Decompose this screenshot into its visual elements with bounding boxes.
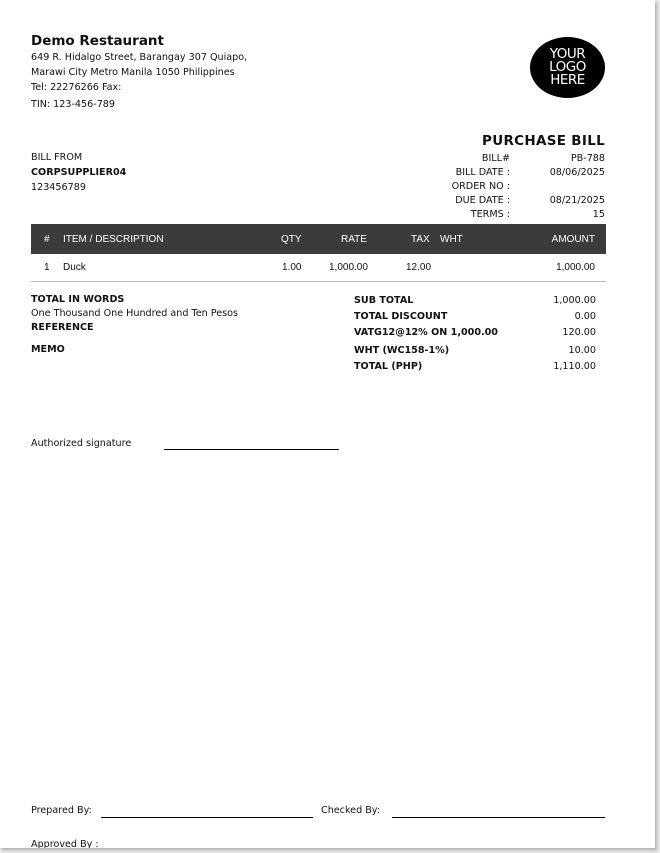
- authorized-signature-label: Authorized signature: [31, 438, 132, 449]
- supplier-name: CORPSUPPLIER04: [31, 167, 127, 178]
- approved-by-label: Approved By :: [31, 839, 99, 848]
- wht-value: 10.00: [568, 345, 596, 356]
- due-date-value: 08/21/2025: [549, 195, 605, 206]
- memo-label: MEMO: [31, 344, 65, 355]
- col-header-item: ITEM / DESCRIPTION: [63, 234, 164, 245]
- logo-line3: HERE: [550, 72, 585, 88]
- col-header-number: #: [44, 234, 50, 245]
- col-header-wht: WHT: [440, 234, 463, 245]
- checked-by-label: Checked By:: [321, 805, 381, 816]
- row-qty: 1.00: [282, 262, 302, 273]
- prepared-by-label: Prepared By:: [31, 805, 92, 816]
- row-amount: 1,000.00: [556, 262, 595, 273]
- bill-date-value: 08/06/2025: [549, 167, 605, 178]
- total-discount-label: TOTAL DISCOUNT: [354, 311, 448, 322]
- wht-label: WHT (WC158-1%): [354, 345, 450, 356]
- items-table-header: [31, 224, 606, 254]
- logo-line1: YOUR: [549, 46, 586, 62]
- terms-label: TERMS :: [470, 209, 510, 220]
- checked-by-line: [392, 817, 605, 818]
- col-header-rate: RATE: [341, 234, 367, 245]
- bill-no-value: PB-788: [570, 153, 605, 164]
- company-tin: TIN: 123-456-789: [31, 99, 116, 110]
- logo-line2: LOGO: [549, 59, 586, 75]
- supplier-code: 123456789: [31, 182, 86, 193]
- grand-total-label: TOTAL (PHP): [354, 361, 423, 372]
- col-header-tax: TAX: [411, 234, 430, 245]
- due-date-label: DUE DATE :: [455, 195, 510, 206]
- row-number: 1: [44, 262, 50, 273]
- bill-date-label: BILL DATE :: [455, 167, 510, 178]
- grand-total-value: 1,110.00: [553, 361, 596, 372]
- col-header-qty: QTY: [281, 234, 302, 245]
- reference-label: REFERENCE: [31, 322, 94, 333]
- col-header-amount: AMOUNT: [551, 234, 595, 245]
- row-rate: 1,000.00: [329, 262, 368, 273]
- vat-value: 120.00: [562, 327, 596, 338]
- company-tel: Tel: 22276266 Fax:: [31, 82, 122, 93]
- bill-no-label: BILL#: [481, 153, 510, 164]
- table-row: [31, 255, 606, 282]
- vat-label: VATG12@12% ON 1,000.00: [354, 327, 498, 338]
- subtotal-label: SUB TOTAL: [354, 295, 414, 306]
- total-in-words-label: TOTAL IN WORDS: [31, 294, 125, 305]
- bill-from-label: BILL FROM: [31, 152, 83, 163]
- terms-value: 15: [592, 209, 605, 220]
- authorized-signature-line: [164, 449, 339, 450]
- company-address-line1: 649 R. Hidalgo Street, Barangay 307 Quiapo,: [31, 52, 248, 63]
- company-address-line2: Marawi City Metro Manila 1050 Philippines: [31, 67, 235, 78]
- order-no-label: ORDER NO :: [451, 181, 510, 192]
- prepared-by-line: [101, 817, 313, 818]
- row-item: Duck: [63, 262, 86, 273]
- document-title: PURCHASE BILL: [482, 133, 605, 149]
- row-tax: 12.00: [406, 262, 432, 273]
- company-name: Demo Restaurant: [31, 33, 164, 49]
- total-in-words-value: One Thousand One Hundred and Ten Pesos: [31, 308, 238, 319]
- subtotal-value: 1,000.00: [553, 295, 596, 306]
- company-logo: [530, 37, 605, 98]
- total-discount-value: 0.00: [574, 311, 596, 322]
